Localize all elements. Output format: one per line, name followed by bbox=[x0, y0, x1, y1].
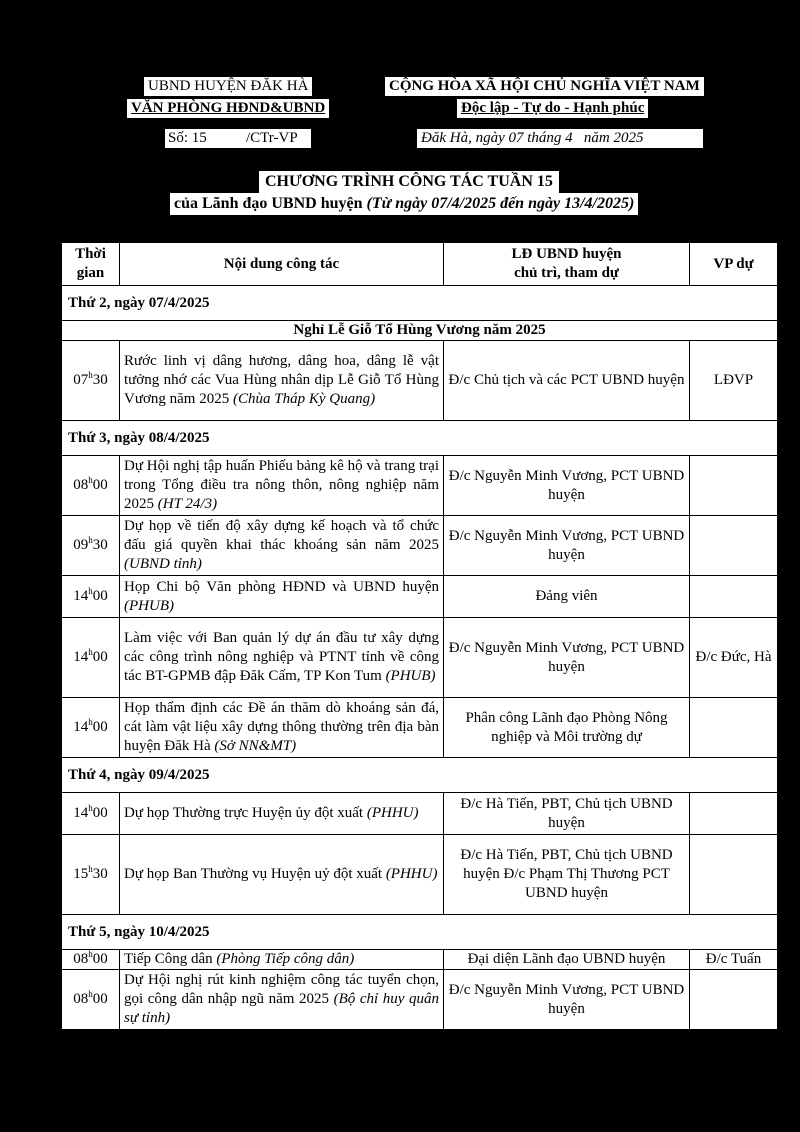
table-row bbox=[62, 456, 778, 516]
vp-cell bbox=[690, 835, 778, 915]
time-hour: 08 bbox=[73, 951, 89, 967]
country-name: CỘNG HÒA XÃ HỘI CHỦ NGHĨA VIỆT NAM bbox=[385, 77, 704, 96]
time-minute: 00 bbox=[92, 991, 108, 1007]
time-hour: 14 bbox=[73, 719, 89, 735]
day-label: Thứ 3, ngày 08/4/2025 bbox=[62, 421, 778, 456]
table-row bbox=[62, 835, 778, 915]
time-cell: 14$^h$00 bbox=[62, 576, 120, 618]
time-minute: 00 bbox=[92, 951, 108, 967]
time-hour: 08 bbox=[73, 477, 89, 493]
vp-cell bbox=[690, 970, 778, 1030]
content-cell bbox=[120, 698, 444, 758]
content-text: Tiếp Công dân bbox=[124, 951, 217, 967]
content-place: (Phòng Tiếp công dân) bbox=[216, 951, 355, 967]
time-cell: 07$^h$30 bbox=[62, 341, 120, 421]
day-row-wed bbox=[62, 758, 778, 793]
header-lead-line2: chủ trì, tham dự bbox=[514, 265, 619, 281]
document-number bbox=[165, 129, 311, 148]
subtitle-prefix: của Lãnh đạo UBND huyện bbox=[174, 195, 367, 212]
table-row bbox=[62, 516, 778, 576]
content-text: Dự họp Ban Thường vụ Huyện uỷ đột xuất bbox=[124, 866, 386, 882]
time-hour: 15 bbox=[73, 866, 89, 882]
content-text: Dự họp về tiến độ xây dựng kế hoạch và tổ chức đấu giá quyền khai thác khoáng sản năm 2025 bbox=[124, 518, 439, 553]
lead-cell: Đ/c Hà Tiến, PBT, Chủ tịch UBND huyện Đ/c Phạm Thị Thương PCT UBND huyện bbox=[444, 835, 690, 915]
day-row-tue bbox=[62, 421, 778, 456]
content-cell bbox=[120, 618, 444, 698]
document-date: Đăk Hà, ngày 07 tháng 4 năm 2025 bbox=[417, 129, 703, 148]
content-place: (UBND tỉnh) bbox=[124, 556, 202, 572]
time-minute: 30 bbox=[92, 372, 108, 388]
content-text: Dự họp Thường trực Huyện ủy đột xuất bbox=[124, 805, 367, 821]
lead-cell: Đ/c Hà Tiến, PBT, Chủ tịch UBND huyện bbox=[444, 793, 690, 835]
time-minute: 00 bbox=[92, 588, 108, 604]
content-cell bbox=[120, 456, 444, 516]
content-place: (PHHU) bbox=[366, 805, 419, 821]
lead-cell: Đ/c Nguyễn Minh Vương, PCT UBND huyện bbox=[444, 516, 690, 576]
header-time-label: Thời gian bbox=[75, 246, 106, 281]
content-place: (Chùa Tháp Kỳ Quang) bbox=[232, 391, 376, 407]
day-label: Thứ 5, ngày 10/4/2025 bbox=[62, 915, 778, 950]
content-place: (HT 24/3) bbox=[157, 496, 218, 512]
doc-subtitle bbox=[170, 193, 638, 215]
time-minute: 00 bbox=[92, 477, 108, 493]
subtitle-date-range: (Từ ngày 07/4/2025 đến ngày 13/4/2025) bbox=[366, 195, 635, 212]
content-text: Làm việc với Ban quản lý dự án đầu tư xây dựng các công trình nông nghiệp và PTNT tỉnh về công tác BT-GPMB đập Đăk Cấm, TP Kon Tum bbox=[124, 630, 439, 684]
holiday-row bbox=[62, 321, 778, 341]
motto: Độc lập - Tự do - Hạnh phúc bbox=[457, 99, 648, 118]
content-text: Họp thẩm định các Đề án thăm dò khoáng sản đá, cát làm vật liệu xây dựng thông thường trên địa bàn huyện Đăk Hà bbox=[124, 700, 439, 754]
org-name-line1: UBND HUYỆN ĐĂK HÀ bbox=[144, 77, 312, 96]
lead-cell: Phân công Lãnh đạo Phòng Nông nghiệp và Môi trường dự bbox=[444, 698, 690, 758]
time-minute: 00 bbox=[92, 649, 108, 665]
time-cell: 09$^h$30 bbox=[62, 516, 120, 576]
time-cell: 08$^h$00 bbox=[62, 950, 120, 970]
vp-cell bbox=[690, 793, 778, 835]
content-cell bbox=[120, 341, 444, 421]
table-row bbox=[62, 341, 778, 421]
vp-cell bbox=[690, 516, 778, 576]
time-hour: 14 bbox=[73, 805, 89, 821]
table-header-row bbox=[62, 243, 778, 286]
header-lead bbox=[444, 243, 690, 286]
content-cell bbox=[120, 793, 444, 835]
time-cell: 08$^h$00 bbox=[62, 970, 120, 1030]
day-row-thu bbox=[62, 915, 778, 950]
content-place: (Sở NN&MT) bbox=[214, 738, 297, 754]
time-hour: 09 bbox=[73, 537, 89, 553]
content-text: Dự Hội nghị tập huấn Phiếu bảng kê hộ và trang trại trong Tổng điều tra nông thôn, nông nghiệp năm 2025 bbox=[124, 458, 439, 512]
header-time bbox=[62, 243, 120, 286]
table-row bbox=[62, 970, 778, 1030]
content-text: Dự Hội nghị rút kinh nghiệm công tác tuyển chọn, gọi công dân nhập ngũ năm 2025 bbox=[124, 972, 439, 1007]
time-minute: 00 bbox=[92, 805, 108, 821]
content-place: (Bộ chỉ huy quân sự tỉnh) bbox=[124, 991, 440, 1026]
time-hour: 08 bbox=[73, 991, 89, 1007]
table-row bbox=[62, 698, 778, 758]
holiday-label: Nghỉ Lễ Giỗ Tổ Hùng Vương năm 2025 bbox=[62, 321, 778, 341]
content-cell bbox=[120, 970, 444, 1030]
header-vp: VP dự bbox=[690, 243, 778, 286]
lead-cell: Đại diện Lãnh đạo UBND huyện bbox=[444, 950, 690, 970]
time-cell: 14$^h$00 bbox=[62, 698, 120, 758]
content-text: Họp Chi bộ Văn phòng HĐND và UBND huyện bbox=[124, 578, 439, 595]
content-text: Rước linh vị dâng hương, dâng hoa, dâng lễ vật tưởng nhớ các Vua Hùng nhân dịp Lễ Giỗ Tổ Hùng Vương năm 2025 bbox=[124, 353, 439, 407]
doc-title: CHƯƠNG TRÌNH CÔNG TÁC TUẦN 15 bbox=[259, 171, 559, 193]
lead-cell: Đ/c Nguyễn Minh Vương, PCT UBND huyện bbox=[444, 456, 690, 516]
lead-cell: Đảng viên bbox=[444, 576, 690, 618]
time-minute: 30 bbox=[92, 537, 108, 553]
content-place: (PHUB) bbox=[124, 597, 174, 614]
table-row bbox=[62, 618, 778, 698]
lead-cell: Đ/c Chủ tịch và các PCT UBND huyện bbox=[444, 341, 690, 421]
schedule-table bbox=[61, 242, 778, 1030]
lead-cell: Đ/c Nguyễn Minh Vương, PCT UBND huyện bbox=[444, 618, 690, 698]
time-minute: 00 bbox=[92, 719, 108, 735]
vp-cell: LĐVP bbox=[690, 341, 778, 421]
content-place: (PHUB) bbox=[385, 668, 436, 684]
time-cell: 14$^h$00 bbox=[62, 618, 120, 698]
header-content: Nội dung công tác bbox=[120, 243, 444, 286]
table-row bbox=[62, 576, 778, 618]
time-minute: 30 bbox=[92, 866, 108, 882]
time-hour: 07 bbox=[73, 372, 89, 388]
time-hour: 14 bbox=[73, 588, 89, 604]
number-label: Số: 15 bbox=[168, 130, 207, 146]
vp-cell: Đ/c Đức, Hà bbox=[690, 618, 778, 698]
content-cell bbox=[120, 950, 444, 970]
content-cell bbox=[120, 516, 444, 576]
day-label: Thứ 4, ngày 09/4/2025 bbox=[62, 758, 778, 793]
day-label: Thứ 2, ngày 07/4/2025 bbox=[62, 286, 778, 321]
vp-cell: Đ/c Tuấn bbox=[690, 950, 778, 970]
vp-cell bbox=[690, 698, 778, 758]
org-name-line2: VĂN PHÒNG HĐND&UBND bbox=[127, 99, 329, 118]
time-cell: 08$^h$00 bbox=[62, 456, 120, 516]
content-place: (PHHU) bbox=[385, 866, 438, 882]
content-cell bbox=[120, 835, 444, 915]
table-row bbox=[62, 950, 778, 970]
header-lead-line1: LĐ UBND huyện bbox=[511, 246, 622, 262]
table-row bbox=[62, 793, 778, 835]
time-cell: 14$^h$00 bbox=[62, 793, 120, 835]
vp-cell bbox=[690, 456, 778, 516]
day-row-mon bbox=[62, 286, 778, 321]
time-cell: 15$^h$30 bbox=[62, 835, 120, 915]
content-cell bbox=[120, 576, 444, 618]
lead-cell: Đ/c Nguyễn Minh Vương, PCT UBND huyện bbox=[444, 970, 690, 1030]
time-hour: 14 bbox=[73, 649, 89, 665]
number-suffix: /CTr-VP bbox=[246, 130, 298, 146]
vp-cell bbox=[690, 576, 778, 618]
